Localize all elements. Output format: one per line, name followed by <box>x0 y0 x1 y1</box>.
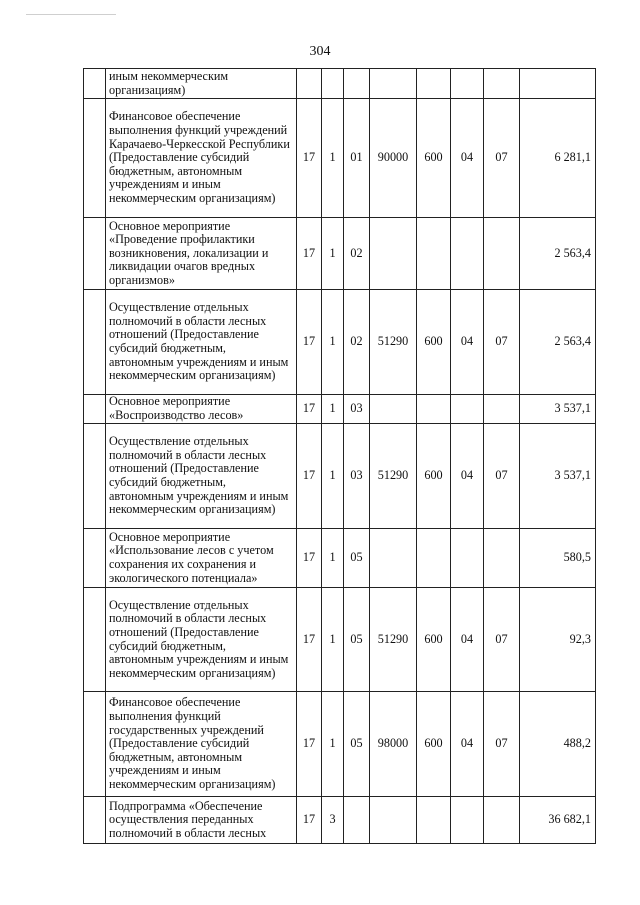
code-cell-2: 1 <box>322 424 344 529</box>
code-cell-3: 03 <box>344 424 370 529</box>
row-name-cell: Основное мероприятие «Использование лесов с учетом сохранения их сохранения и экологического потенциала» <box>106 529 297 588</box>
code-cell-1: 17 <box>297 395 322 424</box>
code-cell-6: 04 <box>451 99 484 218</box>
code-cell-3: 05 <box>344 529 370 588</box>
code-cell-6 <box>451 529 484 588</box>
code-cell-2: 1 <box>322 395 344 424</box>
code-cell-2: 1 <box>322 529 344 588</box>
code-cell-7 <box>484 395 520 424</box>
row-name-cell: Подпрограмма «Обеспечение осуществления переданных полномочий в области лесных <box>106 797 297 844</box>
row-blank-cell <box>84 218 106 290</box>
code-cell-2 <box>322 69 344 99</box>
code-cell-3: 01 <box>344 99 370 218</box>
code-cell-5: 600 <box>417 290 451 395</box>
code-cell-4: 98000 <box>370 692 417 797</box>
page-number: 304 <box>309 44 331 59</box>
code-cell-7 <box>484 218 520 290</box>
row-blank-cell <box>84 69 106 99</box>
sum-cell: 2 563,4 <box>520 218 596 290</box>
row-blank-cell <box>84 797 106 844</box>
sum-cell <box>520 69 596 99</box>
table-row <box>84 395 596 424</box>
code-cell-4: 51290 <box>370 588 417 692</box>
code-cell-1: 17 <box>297 797 322 844</box>
row-name-cell: Основное мероприятие «Проведение профилактики возникновения, локализации и ликвидации очагов вредных организмов» <box>106 218 297 290</box>
code-cell-1: 17 <box>297 99 322 218</box>
code-cell-3 <box>344 797 370 844</box>
code-cell-6: 04 <box>451 692 484 797</box>
code-cell-4 <box>370 218 417 290</box>
row-blank-cell <box>84 395 106 424</box>
code-cell-5 <box>417 395 451 424</box>
code-cell-5 <box>417 529 451 588</box>
table-row <box>84 692 596 797</box>
code-cell-5: 600 <box>417 692 451 797</box>
code-cell-6: 04 <box>451 424 484 529</box>
row-blank-cell <box>84 692 106 797</box>
table-row <box>84 99 596 218</box>
code-cell-6 <box>451 797 484 844</box>
table-row <box>84 797 596 844</box>
code-cell-4: 51290 <box>370 424 417 529</box>
budget-table <box>83 68 596 844</box>
code-cell-7: 07 <box>484 588 520 692</box>
code-cell-3: 02 <box>344 218 370 290</box>
code-cell-3: 02 <box>344 290 370 395</box>
sum-cell: 2 563,4 <box>520 290 596 395</box>
code-cell-5: 600 <box>417 588 451 692</box>
code-cell-3: 03 <box>344 395 370 424</box>
code-cell-5: 600 <box>417 99 451 218</box>
code-cell-6 <box>451 395 484 424</box>
code-cell-7 <box>484 797 520 844</box>
code-cell-7: 07 <box>484 424 520 529</box>
row-name-cell: иным некоммерческим организациям) <box>106 69 297 99</box>
sum-cell: 92,3 <box>520 588 596 692</box>
row-name-cell: Осуществление отдельных полномочий в области лесных отношений (Предоставление субсидий бюджетным, автономным учреждениям и иным некоммерческим организациям) <box>106 424 297 529</box>
code-cell-1: 17 <box>297 218 322 290</box>
code-cell-7: 07 <box>484 692 520 797</box>
code-cell-7 <box>484 529 520 588</box>
row-name-cell: Финансовое обеспечение выполнения функций учреждений Карачаево-Черкесской Республики (Предоставление субсидий бюджетным, автономным учреждениям и иным некоммерческим организациям) <box>106 99 297 218</box>
row-blank-cell <box>84 588 106 692</box>
table-row <box>84 588 596 692</box>
table-row <box>84 529 596 588</box>
code-cell-5 <box>417 797 451 844</box>
row-name-cell: Основное мероприятие «Воспроизводство лесов» <box>106 395 297 424</box>
table-row <box>84 290 596 395</box>
code-cell-6 <box>451 218 484 290</box>
scan-artifact-line <box>26 14 116 15</box>
code-cell-2: 1 <box>322 218 344 290</box>
code-cell-5 <box>417 218 451 290</box>
code-cell-4: 90000 <box>370 99 417 218</box>
row-blank-cell <box>84 529 106 588</box>
code-cell-1: 17 <box>297 424 322 529</box>
code-cell-3 <box>344 69 370 99</box>
code-cell-2: 3 <box>322 797 344 844</box>
row-name-cell: Осуществление отдельных полномочий в области лесных отношений (Предоставление субсидий бюджетным, автономным учреждениям и иным некоммерческим организациям) <box>106 290 297 395</box>
row-name-cell: Осуществление отдельных полномочий в области лесных отношений (Предоставление субсидий бюджетным, автономным учреждениям и иным некоммерческим организациям) <box>106 588 297 692</box>
code-cell-5 <box>417 69 451 99</box>
table-row <box>84 424 596 529</box>
code-cell-7 <box>484 69 520 99</box>
code-cell-1: 17 <box>297 588 322 692</box>
table-row <box>84 69 596 99</box>
code-cell-1: 17 <box>297 290 322 395</box>
code-cell-6: 04 <box>451 290 484 395</box>
sum-cell: 6 281,1 <box>520 99 596 218</box>
code-cell-2: 1 <box>322 692 344 797</box>
code-cell-1 <box>297 69 322 99</box>
code-cell-4: 51290 <box>370 290 417 395</box>
code-cell-7: 07 <box>484 290 520 395</box>
code-cell-4 <box>370 395 417 424</box>
sum-cell: 36 682,1 <box>520 797 596 844</box>
code-cell-4 <box>370 529 417 588</box>
code-cell-3: 05 <box>344 588 370 692</box>
row-blank-cell <box>84 290 106 395</box>
code-cell-1: 17 <box>297 529 322 588</box>
code-cell-1: 17 <box>297 692 322 797</box>
code-cell-2: 1 <box>322 588 344 692</box>
code-cell-5: 600 <box>417 424 451 529</box>
code-cell-3: 05 <box>344 692 370 797</box>
sum-cell: 488,2 <box>520 692 596 797</box>
table-row <box>84 218 596 290</box>
row-blank-cell <box>84 424 106 529</box>
code-cell-7: 07 <box>484 99 520 218</box>
code-cell-6: 04 <box>451 588 484 692</box>
row-name-cell: Финансовое обеспечение выполнения функций государственных учреждений (Предоставление субсидий бюджетным, автономным учреждениям и иным некоммерческим организациям) <box>106 692 297 797</box>
row-blank-cell <box>84 99 106 218</box>
code-cell-4 <box>370 69 417 99</box>
sum-cell: 3 537,1 <box>520 395 596 424</box>
code-cell-2: 1 <box>322 99 344 218</box>
sum-cell: 3 537,1 <box>520 424 596 529</box>
code-cell-2: 1 <box>322 290 344 395</box>
code-cell-6 <box>451 69 484 99</box>
sum-cell: 580,5 <box>520 529 596 588</box>
code-cell-4 <box>370 797 417 844</box>
